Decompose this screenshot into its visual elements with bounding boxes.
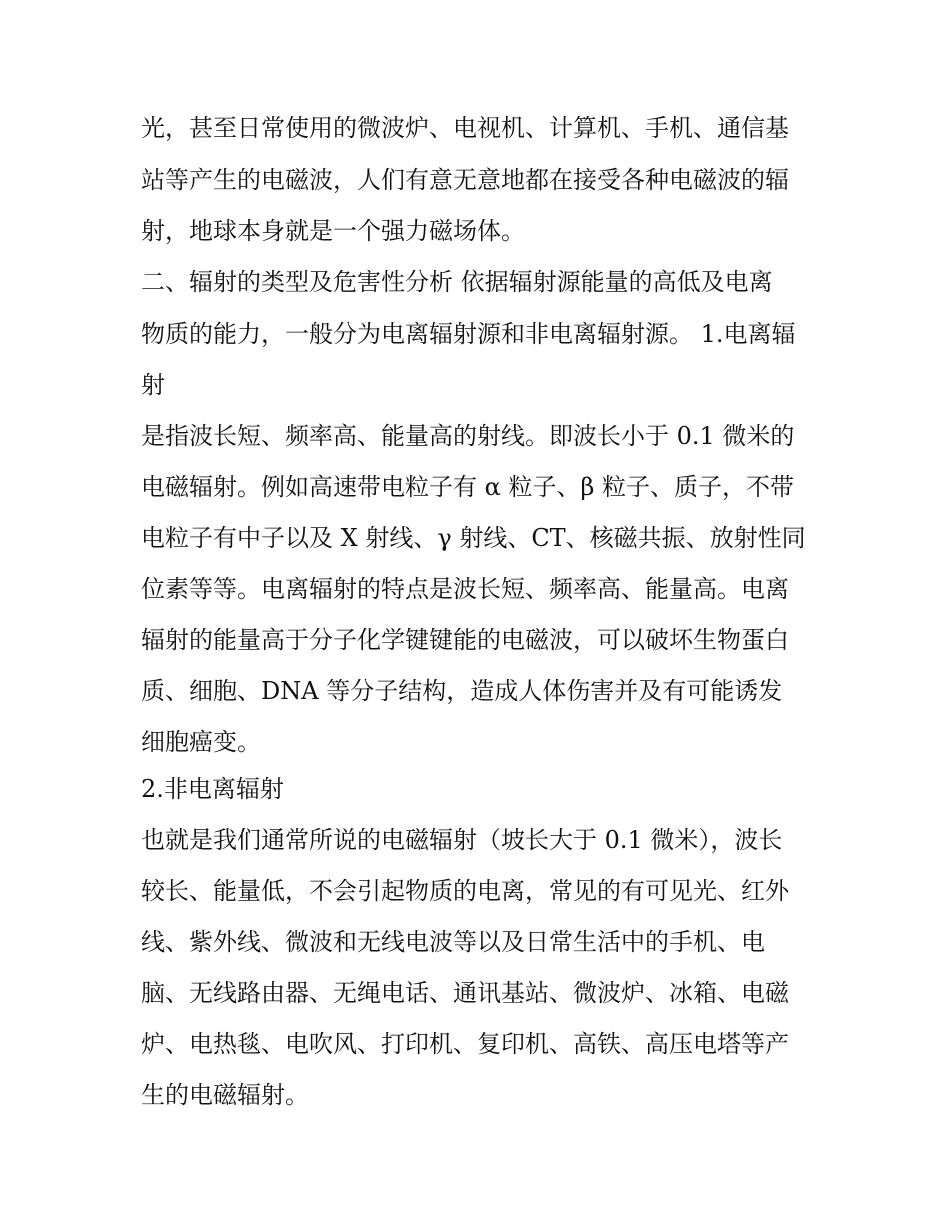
text-line: 射 bbox=[141, 371, 165, 399]
text-line: 光，甚至日常使用的微波炉、电视机、计算机、手机、通信基 bbox=[141, 114, 789, 142]
text-line: 线、紫外线、微波和无线电波等以及日常生活中的手机、电 bbox=[141, 928, 765, 956]
text-line: 是指波长短、频率高、能量高的射线。即波长小于 0.1 微米的 bbox=[141, 422, 795, 450]
text-line: 也就是我们通常所说的电磁辐射（坡长大于 0.1 微米），波长 bbox=[141, 826, 783, 854]
text-line: 位素等等。电离辐射的特点是波长短、频率高、能量高。电离 bbox=[141, 575, 789, 603]
text-line: 电粒子有中子以及 X 射线、γ 射线、CT、核磁共振、放射性同 bbox=[141, 524, 806, 552]
text-line: 较长、能量低，不会引起物质的电离，常见的有可见光、红外 bbox=[141, 877, 789, 905]
text-line: 电磁辐射。例如高速带电粒子有 α 粒子、β 粒子、质子，不带 bbox=[141, 473, 794, 501]
subheading-line: 2.非电离辐射 bbox=[141, 775, 284, 803]
text-line: 脑、无线路由器、无绳电话、通讯基站、微波炉、冰箱、电磁 bbox=[141, 979, 789, 1007]
text-line: 生的电磁辐射。 bbox=[141, 1081, 309, 1109]
section-heading-line: 二、辐射的类型及危害性分析 依据辐射源能量的高低及电离 bbox=[141, 268, 773, 296]
text-line: 站等产生的电磁波，人们有意无意地都在接受各种电磁波的辐 bbox=[141, 166, 789, 194]
text-line: 物质的能力，一般分为电离辐射源和非电离辐射源。 1.电离辐 bbox=[141, 320, 796, 348]
text-line: 质、细胞、DNA 等分子结构，造成人体伤害并及有可能诱发 bbox=[141, 677, 783, 705]
text-line: 炉、电热毯、电吹风、打印机、复印机、高铁、高压电塔等产 bbox=[141, 1030, 789, 1058]
text-line: 辐射的能量高于分子化学键键能的电磁波，可以破坏生物蛋白 bbox=[141, 626, 789, 654]
text-line: 射，地球本身就是一个强力磁场体。 bbox=[141, 217, 525, 245]
text-line: 细胞癌变。 bbox=[141, 728, 261, 756]
